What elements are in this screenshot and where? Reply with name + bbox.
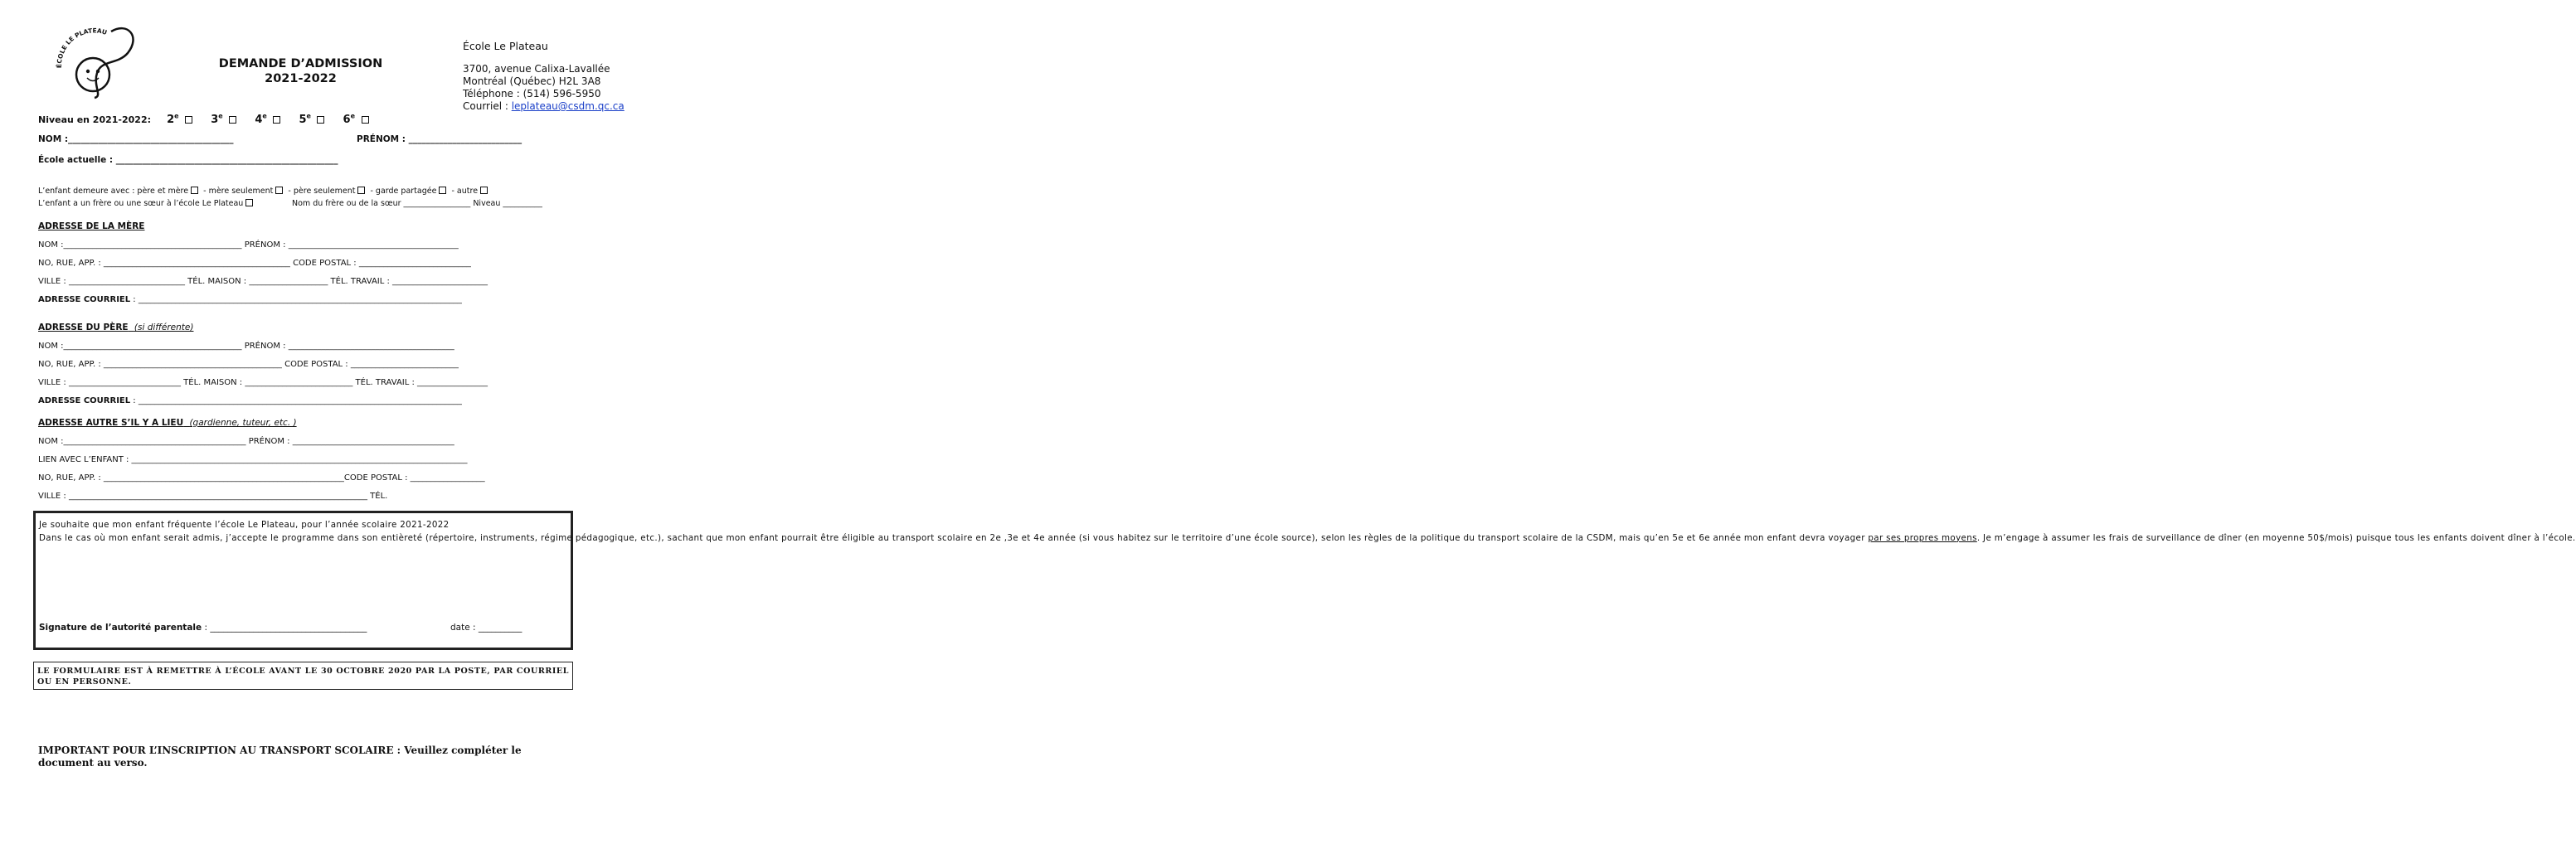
grade-5-checkbox[interactable] xyxy=(317,116,324,124)
mother-address-heading: ADRESSE DE LA MÈRE xyxy=(38,221,145,231)
grade-4-checkbox[interactable] xyxy=(273,116,280,124)
school-email-row xyxy=(463,100,625,113)
living-option-other: - autre xyxy=(451,187,479,196)
signature-field[interactable]: Signature de l’autorité parentale : ____________________________________ xyxy=(39,623,367,633)
living-option-father: - père seulement xyxy=(288,187,356,196)
father-email-field[interactable]: ADRESSE COURRIEL : ______________________________________________________________________________ xyxy=(38,396,462,405)
form-title-year: 2021-2022 xyxy=(265,72,337,85)
sibling-name-field[interactable]: Nom du frère ou de la sœur _________________ Niveau __________ xyxy=(292,199,542,208)
other-street-field[interactable]: NO, RUE, APP. : __________________________________________________________CODE POSTAL : __________________ xyxy=(38,473,485,483)
mother-street-field[interactable]: NO, RUE, APP. : _____________________________________________ CODE POSTAL : ___________________________ xyxy=(38,259,471,268)
father-heading-note: (si différente) xyxy=(134,323,194,332)
consent-underlined: par ses propres moyens xyxy=(1868,532,1977,543)
grade-label: Niveau en 2021-2022: xyxy=(38,114,152,125)
father-street-field[interactable]: NO, RUE, APP. : ___________________________________________ CODE POSTAL : __________________________ xyxy=(38,360,459,369)
school-address-line1: 3700, avenue Calixa-Lavallée xyxy=(463,63,610,75)
mother-email-field[interactable]: ADRESSE COURRIEL : ______________________________________________________________________________ xyxy=(38,295,462,304)
school-email-link[interactable]: leplateau@csdm.qc.ca xyxy=(511,100,625,112)
grade-2: 2e xyxy=(167,114,195,126)
other-name-field[interactable]: NOM :____________________________________________ PRÉNOM : _______________________________________ xyxy=(38,437,454,446)
student-nom-field[interactable]: NOM :______________________________________ xyxy=(38,134,234,144)
form-title xyxy=(191,56,411,86)
grade-6-checkbox[interactable] xyxy=(362,116,369,124)
school-email-label: Courriel : xyxy=(463,100,512,112)
other-relation-field[interactable]: LIEN AVEC L’ENFANT : _________________________________________________________________________________ xyxy=(38,455,468,464)
other-city-phone-field[interactable]: VILLE : ________________________________________________________________________ TÉL. xyxy=(38,492,388,501)
mother-city-phone-field[interactable]: VILLE : ____________________________ TÉL. MAISON : ___________________ TÉL. TRAVAIL : _______________________ xyxy=(38,277,488,286)
grade-5: 5e xyxy=(299,114,327,126)
living-arrangement-row xyxy=(38,187,490,196)
living-other-checkbox[interactable] xyxy=(480,187,488,194)
grade-selector xyxy=(38,110,372,126)
grade-6: 6e xyxy=(343,114,372,126)
living-shared-checkbox[interactable] xyxy=(439,187,446,194)
deadline-notice: LE FORMULAIRE EST À REMETTRE À L’ÉCOLE AVANT LE 30 OCTOBRE 2020 PAR LA POSTE, PAR COURRIEL OU EN PERSONNE. xyxy=(33,662,573,690)
sibling-row xyxy=(38,199,255,208)
grade-3: 3e xyxy=(211,114,239,126)
father-email-label: ADRESSE COURRIEL xyxy=(38,396,131,405)
grade-3-checkbox[interactable] xyxy=(229,116,236,124)
grade-2-checkbox[interactable] xyxy=(185,116,192,124)
mother-email-label: ADRESSE COURRIEL xyxy=(38,295,131,304)
other-heading-note: (gardienne, tuteur, etc. ) xyxy=(189,418,297,428)
living-option-mother: - mère seulement xyxy=(203,187,274,196)
date-field[interactable]: date : __________ xyxy=(450,623,522,633)
grade-4: 4e xyxy=(255,114,283,126)
treble-clef-logo-icon xyxy=(51,25,143,99)
signature-label: Signature de l’autorité parentale xyxy=(39,623,202,633)
form-title-line1: DEMANDE D’ADMISSION xyxy=(218,57,383,70)
living-father-checkbox[interactable] xyxy=(357,187,365,194)
other-address-heading: ADRESSE AUTRE S’IL Y A LIEU (gardienne, tuteur, etc. ) xyxy=(38,418,297,428)
school-address xyxy=(463,40,625,113)
transport-notice: IMPORTANT POUR L’INSCRIPTION AU TRANSPORT SCOLAIRE : Veuillez compléter le document au verso. xyxy=(38,745,522,769)
logo-text: ÉCOLE LE PLATEAU xyxy=(55,27,109,69)
school-logo xyxy=(51,25,143,99)
father-name-field[interactable]: NOM :___________________________________________ PRÉNOM : ________________________________________ xyxy=(38,342,454,351)
living-option-both: L’enfant demeure avec : père et mère xyxy=(38,187,189,196)
father-city-phone-field[interactable]: VILLE : ___________________________ TÉL. MAISON : __________________________ TÉL. TRAVAIL : _________________ xyxy=(38,378,488,387)
consent-text: Dans le cas où mon enfant serait admis, j’accepte le programme dans son entièreté (répertoire, instruments, régime pédagogique, etc.), sachant que mon enfant pourrait être éligible au transport scolaire en 2e ,3e et 4e année (si vous habitez sur le territoire d’une école source), selon les règles de la politique du transport scolaire de la CSDM, mais qu’en 5e et 6e année mon enfant devra voyager par ses propres moyens. Je m’engage à assumer les frais de surveillance de dîner (en moyenne 50$/mois) puisque tous les enfants doivent dîner à l’école. xyxy=(39,532,2576,543)
living-option-shared: - garde partagée xyxy=(370,187,437,196)
sibling-checkbox[interactable] xyxy=(245,199,253,206)
school-address-line2: Montréal (Québec) H2L 3A8 xyxy=(463,75,601,87)
student-prenom-field[interactable]: PRÉNOM : __________________________ xyxy=(357,134,522,144)
sibling-label: L’enfant a un frère ou une sœur à l’école Le Plateau xyxy=(38,199,244,208)
current-school-field[interactable]: École actuelle : ___________________________________________________ xyxy=(38,155,338,165)
father-address-heading: ADRESSE DU PÈRE (si différente) xyxy=(38,323,194,332)
mother-name-field[interactable]: NOM :___________________________________________ PRÉNOM : _________________________________________ xyxy=(38,240,459,250)
consent-box xyxy=(33,511,2576,650)
living-both-checkbox[interactable] xyxy=(191,187,198,194)
school-phone: Téléphone : (514) 596-5950 xyxy=(463,88,601,99)
consent-wish: Je souhaite que mon enfant fréquente l’école Le Plateau, pour l’année scolaire 2021-2022 xyxy=(39,520,450,530)
school-name: École Le Plateau xyxy=(463,40,548,52)
living-mother-checkbox[interactable] xyxy=(275,187,283,194)
